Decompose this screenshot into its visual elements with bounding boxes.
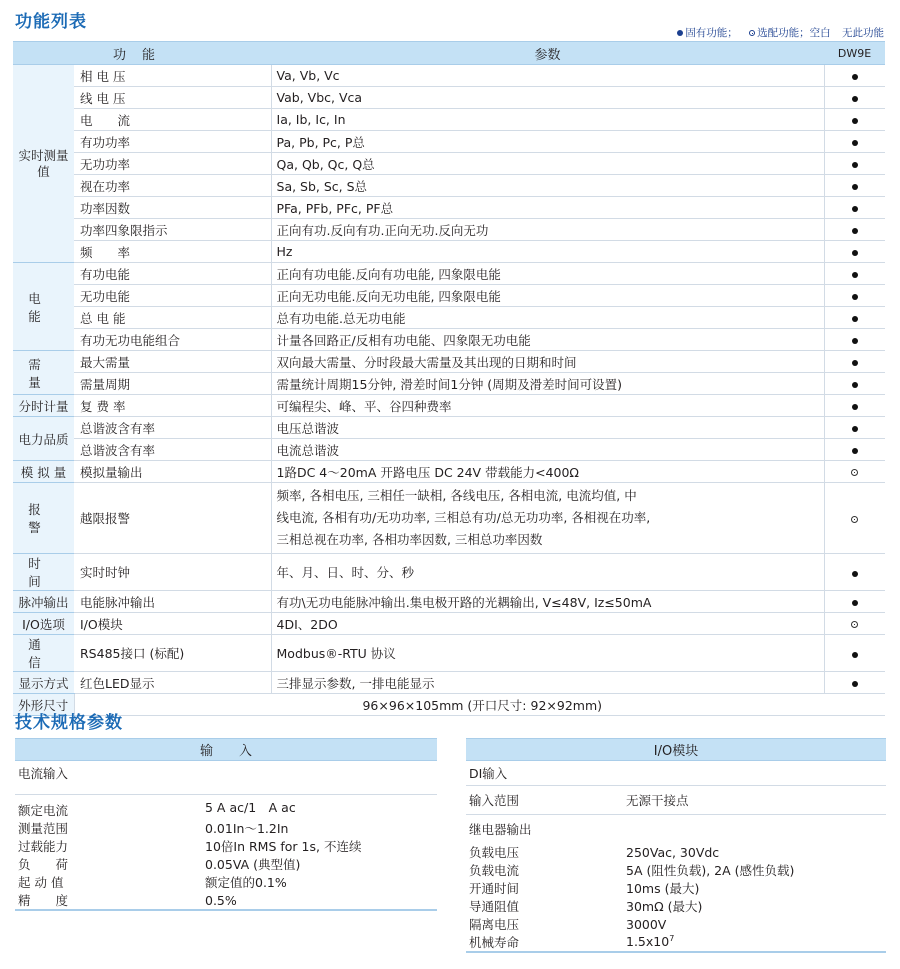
group-label-io: I/O选项	[13, 613, 74, 635]
param-value: Qa, Qb, Qc, Q总	[271, 153, 824, 175]
spec-value	[626, 879, 886, 897]
group-label-analog: 模 拟 量	[13, 461, 74, 483]
input-spec-header: 输 入	[15, 739, 437, 761]
param-line: 线电流, 各相有功/无功功率, 三相总有功/总无功功率, 各相视在功率,	[276, 510, 651, 525]
filled-dot-icon	[852, 600, 858, 606]
spec-value-text: 3000V	[626, 916, 667, 932]
param-value: Va, Vb, Vc	[271, 65, 824, 87]
group-label-time: 时 间	[13, 554, 74, 591]
filled-dot-icon	[852, 404, 858, 410]
spec-value-text: 5A (阻性负载), 2A (感性负载)	[626, 863, 795, 878]
filled-dot-icon	[852, 74, 858, 80]
spec-value-text: 10ms (最大)	[626, 881, 700, 896]
mark-cell	[824, 591, 885, 613]
table-row	[13, 285, 885, 307]
mark-cell	[824, 672, 885, 694]
group-label-demand: 需 量	[13, 351, 74, 395]
table-row	[13, 373, 885, 395]
filled-dot-icon	[852, 140, 858, 146]
param-value: 电流总谐波	[271, 439, 824, 461]
spec-key: 机械寿命	[466, 933, 626, 952]
param-value: Ia, Ib, Ic, In	[271, 109, 824, 131]
filled-dot-icon	[852, 118, 858, 124]
mark-cell	[824, 351, 885, 373]
param-line: 三相总视在功率, 各相功率因数, 三相总功率因数	[276, 532, 543, 547]
section-label: 继电器输出	[469, 822, 532, 837]
legend	[677, 25, 884, 40]
param-value	[271, 483, 824, 554]
spec-value-text: 250Vac, 30Vdc	[626, 844, 720, 860]
section-title-function-list: 功能列表	[15, 12, 87, 32]
table-row	[13, 417, 885, 439]
param-value: 正向有功电能.反向有功电能, 四象限电能	[271, 263, 824, 285]
spec-value	[626, 933, 886, 952]
param-value: 1路DC 4～20mA 开路电压 DC 24V 带载能力<400Ω	[271, 461, 824, 483]
param-value: 需量统计周期15分钟, 滑差时间1分钟 (周期及滑差时间可设置)	[271, 373, 824, 395]
size-value: 96×96×105mm (开口尺寸: 92×92mm)	[74, 694, 885, 716]
filled-dot-icon	[852, 184, 858, 190]
param-value: 4DI、2DO	[271, 613, 824, 635]
table-row	[13, 554, 885, 591]
param-value: 三排显示参数, 一排电能显示	[271, 672, 824, 694]
section-title-tech-spec: 技术规格参数	[15, 713, 123, 733]
mark-cell	[824, 635, 885, 672]
circle-dot-icon	[851, 516, 858, 523]
spec-row	[15, 891, 437, 910]
header-model: DW9E	[824, 42, 885, 65]
filled-dot-icon	[852, 294, 858, 300]
table-row	[13, 351, 885, 373]
param-line: 频率, 各相电压, 三相任一缺相, 各线电压, 各相电流, 电流均值, 中	[276, 488, 637, 503]
legend-optional: 选配功能；空白	[757, 27, 831, 39]
circle-dot-icon	[851, 621, 858, 628]
group-label-alarm: 报 警	[13, 483, 74, 554]
function-name: 总谐波含有率	[74, 417, 271, 439]
spec-value: 5 A ac/1 A ac	[205, 800, 296, 815]
section-label: DI输入	[466, 761, 886, 786]
mark-cell	[824, 483, 885, 554]
param-value: 正向无功电能.反向无功电能, 四象限电能	[271, 285, 824, 307]
spec-row	[466, 843, 886, 861]
group-label-display: 显示方式	[13, 672, 74, 694]
spec-key: 精 度	[15, 891, 205, 910]
mark-cell	[824, 65, 885, 87]
table-row	[13, 439, 885, 461]
function-name: 有功电能	[74, 263, 271, 285]
function-name: 频 率	[74, 241, 271, 263]
function-name: 功率因数	[74, 197, 271, 219]
function-name: 总谐波含有率	[74, 439, 271, 461]
legend-none: 无此功能	[842, 27, 884, 39]
table-row	[13, 197, 885, 219]
table-row	[13, 461, 885, 483]
spec-row	[15, 873, 437, 891]
param-value: 计量各回路正/反相有功电能、四象限无功电能	[271, 329, 824, 351]
mark-cell	[824, 307, 885, 329]
table-row	[13, 109, 885, 131]
function-name: 有功无功电能组合	[74, 329, 271, 351]
function-name: 功率四象限指示	[74, 219, 271, 241]
spec-key: 负载电压	[469, 845, 520, 860]
mark-cell	[824, 613, 885, 635]
mark-cell	[824, 439, 885, 461]
filled-dot-icon	[852, 96, 858, 102]
filled-dot-icon	[852, 652, 858, 658]
function-name: 模拟量输出	[74, 461, 271, 483]
function-name: 相 电 压	[74, 65, 271, 87]
spec-key: 起 动 值	[18, 875, 64, 890]
mark-cell	[824, 554, 885, 591]
filled-dot-icon	[852, 250, 858, 256]
param-value: Pa, Pb, Pc, P总	[271, 131, 824, 153]
function-name: 实时时钟	[74, 554, 271, 591]
group-label-comm: 通 信	[13, 635, 74, 672]
function-name: I/O模块	[74, 613, 271, 635]
param-value: Modbus®-RTU 协议	[271, 635, 824, 672]
spec-key: 负载电流	[469, 863, 520, 878]
spec-value: 无源干接点	[626, 786, 886, 815]
section-row	[15, 761, 437, 795]
filled-dot-icon	[852, 360, 858, 366]
param-value: PFa, PFb, PFc, PF总	[271, 197, 824, 219]
mark-cell	[824, 395, 885, 417]
spec-row	[466, 879, 886, 897]
spec-value	[626, 861, 886, 879]
mark-cell	[824, 285, 885, 307]
table-row	[13, 241, 885, 263]
group-label-quality: 电力品质	[13, 417, 74, 461]
spec-value	[626, 843, 886, 861]
function-name: 电能脉冲输出	[74, 591, 271, 613]
table-row	[13, 635, 885, 672]
filled-dot-icon	[852, 338, 858, 344]
mark-cell	[824, 329, 885, 351]
group-label-realtime: 实时测量值	[13, 65, 74, 263]
spec-value: 0.05VA (典型值)	[205, 857, 301, 872]
filled-dot-icon	[852, 681, 858, 687]
function-name: RS485接口 (标配)	[74, 635, 271, 672]
function-name: 电 流	[74, 109, 271, 131]
spec-value: 0.01In～1.2In	[205, 821, 289, 836]
spec-key: 负 荷	[18, 857, 69, 872]
table-row	[13, 613, 885, 635]
header-params: 参数	[271, 42, 824, 65]
group-label-tou: 分时计量	[13, 395, 74, 417]
filled-dot-icon	[852, 426, 858, 432]
table-row	[13, 131, 885, 153]
spec-row	[466, 861, 886, 879]
table-row	[13, 591, 885, 613]
header-function: 功能	[13, 42, 271, 65]
mark-cell	[824, 219, 885, 241]
spec-value: 10倍In RMS for 1s, 不连续	[205, 839, 362, 854]
group-label-energy: 电 能	[13, 263, 74, 351]
function-name: 线 电 压	[74, 87, 271, 109]
mark-cell	[824, 417, 885, 439]
param-value: 年、月、日、时、分、秒	[271, 554, 824, 591]
group-label-pulse: 脉冲输出	[13, 591, 74, 613]
spec-value-text: 30mΩ (最大)	[626, 899, 703, 914]
mark-cell	[824, 373, 885, 395]
filled-dot-icon	[852, 272, 858, 278]
mark-cell	[824, 131, 885, 153]
table-row	[13, 329, 885, 351]
table-row	[13, 87, 885, 109]
function-name: 需量周期	[74, 373, 271, 395]
table-row	[13, 395, 885, 417]
table-row	[13, 694, 885, 716]
param-value: 电压总谐波	[271, 417, 824, 439]
function-name: 复 费 率	[74, 395, 271, 417]
table-row	[13, 153, 885, 175]
spec-row	[15, 855, 437, 873]
io-spec-header: I/O模块	[466, 739, 886, 761]
spec-value	[626, 897, 886, 915]
table-row	[13, 483, 885, 554]
filled-dot-icon	[852, 228, 858, 234]
param-value: 可编程尖、峰、平、谷四种费率	[271, 395, 824, 417]
filled-dot-icon	[852, 316, 858, 322]
table-row	[13, 672, 885, 694]
spec-key: 隔离电压	[469, 917, 520, 932]
table-row	[13, 65, 885, 87]
spec-row	[466, 933, 886, 952]
table-row	[13, 175, 885, 197]
group-label-size: 外形尺寸	[13, 694, 74, 716]
function-name: 有功功率	[74, 131, 271, 153]
function-name: 越限报警	[74, 483, 271, 554]
table-row	[13, 307, 885, 329]
function-name: 最大需量	[74, 351, 271, 373]
spec-key: 额定电流	[18, 803, 69, 818]
spec-row	[15, 819, 437, 837]
spec-row	[466, 915, 886, 933]
table-row	[13, 219, 885, 241]
function-name: 红色LED显示	[74, 672, 271, 694]
spec-key: 开通时间	[469, 881, 520, 896]
filled-dot-icon	[677, 30, 683, 36]
function-name: 总 电 能	[74, 307, 271, 329]
spec-value: 0.5%	[205, 891, 437, 910]
param-value: 有功\无功电能脉冲输出.集电极开路的光耦输出, V≤48V, Iz≤50mA	[271, 591, 824, 613]
function-table	[13, 41, 885, 716]
mark-cell	[824, 153, 885, 175]
spec-value-text: 1.5x10	[626, 934, 670, 950]
filled-dot-icon	[852, 162, 858, 168]
function-name: 视在功率	[74, 175, 271, 197]
param-value: 双向最大需量、分时段最大需量及其出现的日期和时间	[271, 351, 824, 373]
spec-row	[15, 795, 437, 820]
io-spec-table	[466, 738, 886, 953]
mark-cell	[824, 197, 885, 219]
spec-key: 输入范围	[466, 786, 626, 815]
mark-cell	[824, 263, 885, 285]
spec-row	[466, 786, 886, 815]
circle-dot-icon	[749, 30, 755, 36]
input-spec-table	[15, 738, 437, 911]
spec-key: 测量范围	[18, 821, 69, 836]
spec-value	[626, 915, 886, 933]
param-value: Vab, Vbc, Vca	[271, 87, 824, 109]
spec-key: 导通阻值	[469, 899, 520, 914]
section-row	[466, 815, 886, 844]
mark-cell	[824, 87, 885, 109]
mark-cell	[824, 175, 885, 197]
circle-dot-icon	[851, 469, 858, 476]
mark-cell	[824, 241, 885, 263]
filled-dot-icon	[852, 448, 858, 454]
spec-row	[466, 897, 886, 915]
section-label: 电流输入	[15, 761, 437, 795]
mark-cell	[824, 461, 885, 483]
param-value: 正向有功.反向有功.正向无功.反向无功	[271, 219, 824, 241]
spec-value: 额定值的0.1%	[205, 875, 287, 890]
legend-standard: 固有功能；	[685, 27, 738, 39]
spec-row	[15, 837, 437, 855]
mark-cell	[824, 109, 885, 131]
section-row	[466, 761, 886, 786]
function-name: 无功功率	[74, 153, 271, 175]
filled-dot-icon	[852, 382, 858, 388]
param-value: Sa, Sb, Sc, S总	[271, 175, 824, 197]
param-value: Hz	[271, 241, 824, 263]
function-name: 无功电能	[74, 285, 271, 307]
param-value: 总有功电能.总无功电能	[271, 307, 824, 329]
spec-key: 过载能力	[18, 839, 69, 854]
filled-dot-icon	[852, 206, 858, 212]
spec-value-exponent: 7	[669, 934, 675, 944]
table-row	[13, 263, 885, 285]
filled-dot-icon	[852, 571, 858, 577]
